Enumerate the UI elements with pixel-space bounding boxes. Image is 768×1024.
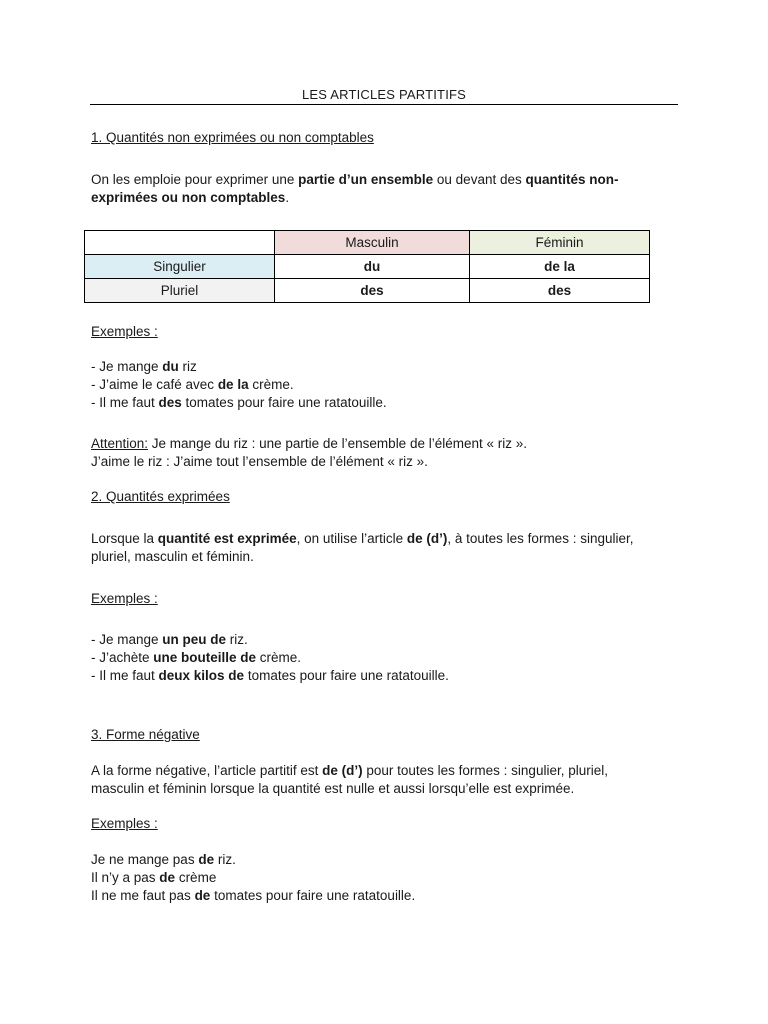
section1-examples: [91, 358, 671, 412]
list-item: - Il me faut deux kilos de tomates pour faire une ratatouille.: [91, 668, 449, 683]
section1-intro: On les emploie pour exprimer une partie d’un ensemble ou devant des quantités non-exprimées ou non comptables.: [91, 172, 619, 205]
section1-heading: 1. Quantités non exprimées ou non comptables: [91, 130, 374, 145]
list-item: - Je mange un peu de riz.: [91, 632, 248, 647]
list-item: - J’aime le café avec de la crème.: [91, 377, 294, 392]
section2-examples: [91, 631, 671, 685]
table-row: [85, 279, 650, 303]
section2-examples-label: Exemples :: [91, 591, 158, 606]
table-row: [85, 255, 650, 279]
title-underline: [90, 104, 678, 105]
list-item: - J’achète une bouteille de crème.: [91, 650, 302, 665]
list-item: Il n’y a pas de crème: [91, 870, 217, 885]
partitive-articles-table: [84, 230, 650, 303]
list-item: - Je mange du riz: [91, 359, 197, 374]
table-corner-cell: [85, 231, 275, 255]
section1-examples-label: Exemples :: [91, 324, 158, 339]
attention-label: Attention:: [91, 436, 149, 451]
cell-pluriel-masculin: des: [275, 279, 470, 303]
list-item: - Il me faut des tomates pour faire une ratatouille.: [91, 395, 387, 410]
section3-examples-label: Exemples :: [91, 816, 158, 831]
section3-heading: 3. Forme négative: [91, 727, 200, 742]
cell-pluriel-feminin: des: [470, 279, 650, 303]
row-label-pluriel: Pluriel: [85, 279, 275, 303]
section3-examples: [91, 851, 671, 905]
header-feminin: Féminin: [470, 231, 650, 255]
cell-singulier-feminin: de la: [470, 255, 650, 279]
row-label-singulier: Singulier: [85, 255, 275, 279]
page-title: LES ARTICLES PARTITIFS: [301, 87, 467, 102]
attention-note: Attention: Je mange du riz : une partie de l’ensemble de l’élément « riz ». J’aime le riz : J’aime tout l’ensemble de l’élément « riz ».: [91, 436, 528, 469]
section2-heading: 2. Quantités exprimées: [91, 489, 230, 504]
header-masculin: Masculin: [275, 231, 470, 255]
section3-intro: A la forme négative, l’article partitif est de (d’) pour toutes les formes : singulier, pluriel, masculin et féminin lorsque la quantité est nulle et aussi lorsqu’elle est exprimée.: [91, 763, 608, 796]
table-header-row: [85, 231, 650, 255]
section2-intro: Lorsque la quantité est exprimée, on utilise l’article de (d’), à toutes les formes : singulier, pluriel, masculin et féminin.: [91, 531, 634, 564]
list-item: Il ne me faut pas de tomates pour faire une ratatouille.: [91, 888, 416, 903]
cell-singulier-masculin: du: [275, 255, 470, 279]
list-item: Je ne mange pas de riz.: [91, 852, 236, 867]
